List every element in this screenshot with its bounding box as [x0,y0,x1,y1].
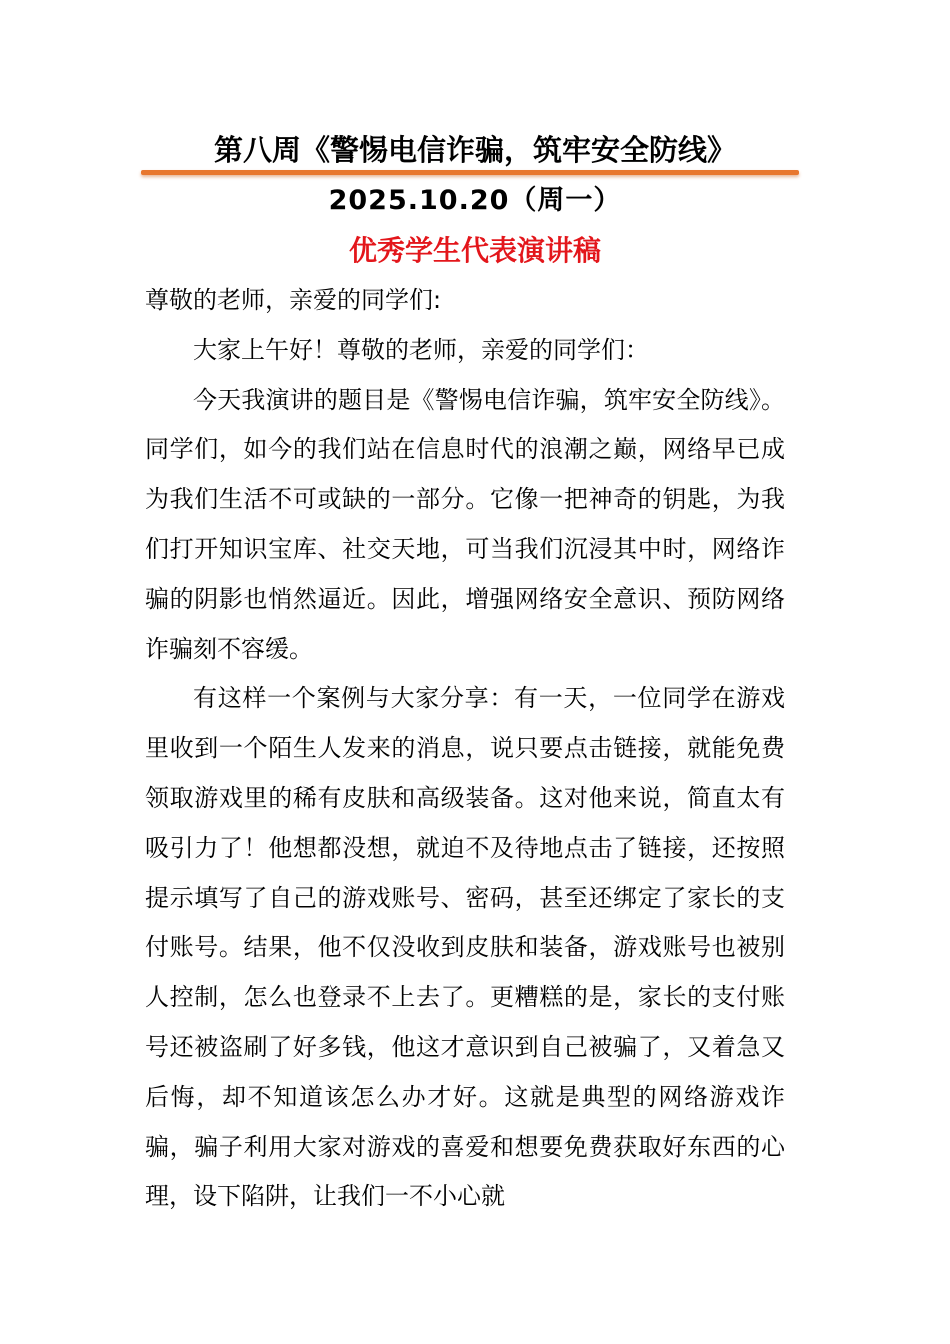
document-subtitle: 优秀学生代表演讲稿 [348,234,601,267]
paragraph-intro: 今天我演讲的题目是《警惕电信诈骗，筑牢安全防线》。同学们，如今的我们站在信息时代的浪潮之巅，网络早已成为我们生活不可或缺的一部分。它像一把神奇的钥匙，为我们打开知识宝库、社交天地，可当我们沉浸其中时，网络诈骗的阴影也悄然逼近。因此，增强网络安全意识、预防网络诈骗刻不容缓。 [145,385,785,663]
speech-body [145,276,785,1222]
paragraph-case: 有这样一个案例与大家分享：有一天，一位同学在游戏里收到一个陌生人发来的消息，说只要点击链接，就能免费领取游戏里的稀有皮肤和高级装备。这对他来说，简直太有吸引力了！他想都没想，就迫不及待地点击了链接，还按照提示填写了自己的游戏账号、密码，甚至还绑定了家长的支付账号。结果，他不仅没收到皮肤和装备，游戏账号也被别人控制，怎么也登录不上去了。更糟糕的是，家长的支付账号还被盗刷了好多钱，他这才意识到自己被骗了，又着急又后悔，却不知道该怎么办才好。这就是典型的网络游戏诈骗，骗子利用大家对游戏的喜爱和想要免费获取好东西的心理，设下陷阱，让我们一不小心就 [145,684,785,1211]
salutation: 尊敬的老师，亲爱的同学们: [145,286,442,314]
document-title: 第八周《警惕电信诈骗，筑牢安全防线》 [213,133,736,167]
paragraph-greeting: 大家上午好！尊敬的老师，亲爱的同学们： [193,335,649,364]
document-date: 2025.10.20（周一） [328,185,622,216]
title-underline-divider [141,170,799,175]
